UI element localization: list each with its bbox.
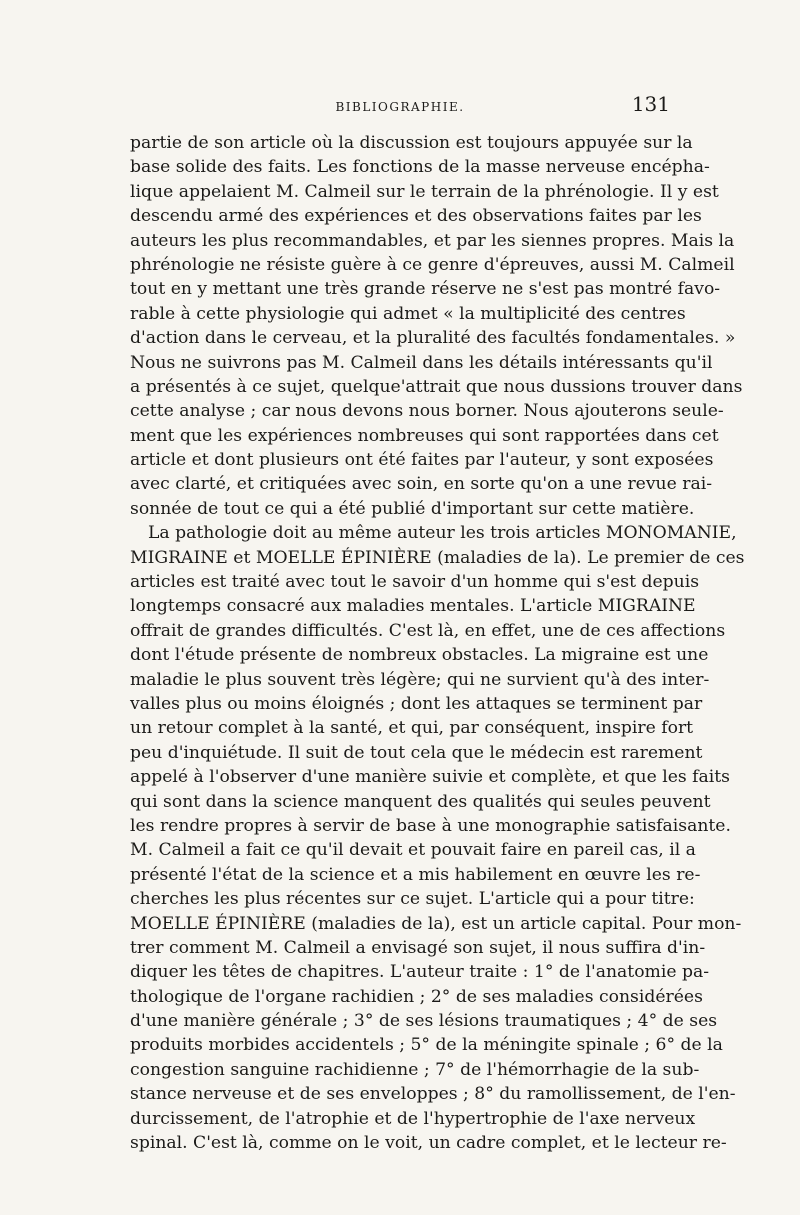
text-line: spinal. C'est là, comme on le voit, un cadre complet, et le lecteur re- <box>130 1133 727 1154</box>
text-line: trer comment M. Calmeil a envisagé son sujet, il nous suffira d'in- <box>130 937 706 958</box>
text-line: peu d'inquiétude. Il suit de tout cela que le médecin est rarement <box>130 742 703 763</box>
text-line: maladie le plus souvent très légère; qui ne survient qu'à des inter- <box>130 669 710 690</box>
text-line: Nous ne suivrons pas M. Calmeil dans les détails intéressants qu'il <box>130 352 713 373</box>
text-line: thologique de l'organe rachidien ; 2° de ses maladies considérées <box>130 986 703 1007</box>
text-line: auteurs les plus recommandables, et par les siennes propres. Mais la <box>130 230 735 251</box>
page-header <box>130 92 670 122</box>
running-title: BIBLIOGRAPHIE. <box>335 100 465 114</box>
text-line: article et dont plusieurs ont été faites par l'auteur, y sont exposées <box>130 450 714 471</box>
text-line: qui sont dans la science manquent des qualités qui seules peuvent <box>130 791 711 812</box>
text-line: lique appelaient M. Calmeil sur le terrain de la phrénologie. Il y est <box>130 181 719 202</box>
text-line: sonnée de tout ce qui a été publié d'important sur cette matière. <box>130 498 695 519</box>
text-line: d'une manière générale ; 3° de ses lésions traumatiques ; 4° de ses <box>130 1011 718 1032</box>
text-line: articles est traité avec tout le savoir d'un homme qui s'est depuis <box>130 572 700 593</box>
text-line: durcissement, de l'atrophie et de l'hypertrophie de l'axe nerveux <box>130 1108 696 1129</box>
text-line: valles plus ou moins éloignés ; dont les attaques se terminent par <box>130 693 703 714</box>
text-line: appelé à l'observer d'une manière suivie et complète, et que les faits <box>130 767 730 788</box>
text-line: tout en y mettant une très grande réserve ne s'est pas montré favo- <box>130 279 721 300</box>
text-line: présenté l'état de la science et a mis habilement en œuvre les re- <box>130 864 701 885</box>
text-line: longtemps consacré aux maladies mentales. L'article MIGRAINE <box>130 596 696 617</box>
text-line: les rendre propres à servir de base à une monographie satisfaisante. <box>130 815 731 836</box>
text-line: dont l'étude présente de nombreux obstacles. La migraine est une <box>130 645 709 666</box>
text-line: produits morbides accidentels ; 5° de la méningite spinale ; 6° de la <box>130 1035 723 1056</box>
text-line: base solide des faits. Les fonctions de la masse nerveuse encépha- <box>130 157 710 178</box>
text-line: phrénologie ne résiste guère à ce genre d'épreuves, aussi M. Calmeil <box>130 254 735 275</box>
text-line: MOELLE ÉPINIÈRE (maladies de la), est un article capital. Pour mon- <box>130 913 742 934</box>
text-line: descendu armé des expériences et des observations faites par les <box>130 206 702 227</box>
paragraph-1 <box>130 131 743 521</box>
text-line: stance nerveuse et de ses enveloppes ; 8° du ramollissement, de l'en- <box>130 1084 736 1105</box>
text-line: ment que les expériences nombreuses qui sont rapportées dans cet <box>130 425 719 446</box>
text-line: partie de son article où la discussion est toujours appuyée sur la <box>130 133 693 153</box>
text-line: diquer les têtes de chapitres. L'auteur traite : 1° de l'anatomie pa- <box>130 962 710 983</box>
body-text <box>130 131 745 1155</box>
text-line: rable à cette physiologie qui admet « la multiplicité des centres <box>130 303 686 324</box>
text-line: congestion sanguine rachidienne ; 7° de l'hémorrhagie de la sub- <box>130 1059 700 1080</box>
text-line: MIGRAINE et MOELLE ÉPINIÈRE (maladies de la). Le premier de ces <box>130 547 745 568</box>
paragraph-2 <box>130 521 745 1155</box>
text-line: offrait de grandes difficultés. C'est là, en effet, une de ces affections <box>130 620 726 641</box>
text-line: La pathologie doit au même auteur les trois articles MONOMANIE, <box>148 523 737 544</box>
text-line: un retour complet à la santé, et qui, par conséquent, inspire fort <box>130 718 694 739</box>
text-line: cette analyse ; car nous devons nous borner. Nous ajouterons seule- <box>130 401 724 422</box>
text-line: avec clarté, et critiquées avec soin, en sorte qu'on a une revue rai- <box>130 474 713 495</box>
text-line: M. Calmeil a fait ce qu'il devait et pouvait faire en pareil cas, il a <box>130 840 696 861</box>
text-line: d'action dans le cerveau, et la pluralité des facultés fondamentales. » <box>130 328 736 349</box>
text-line: a présentés à ce sujet, quelque'attrait que nous dussions trouver dans <box>130 376 743 397</box>
page-number: 131 <box>631 92 670 116</box>
text-line: cherches les plus récentes sur ce sujet. L'article qui a pour titre: <box>130 889 695 910</box>
